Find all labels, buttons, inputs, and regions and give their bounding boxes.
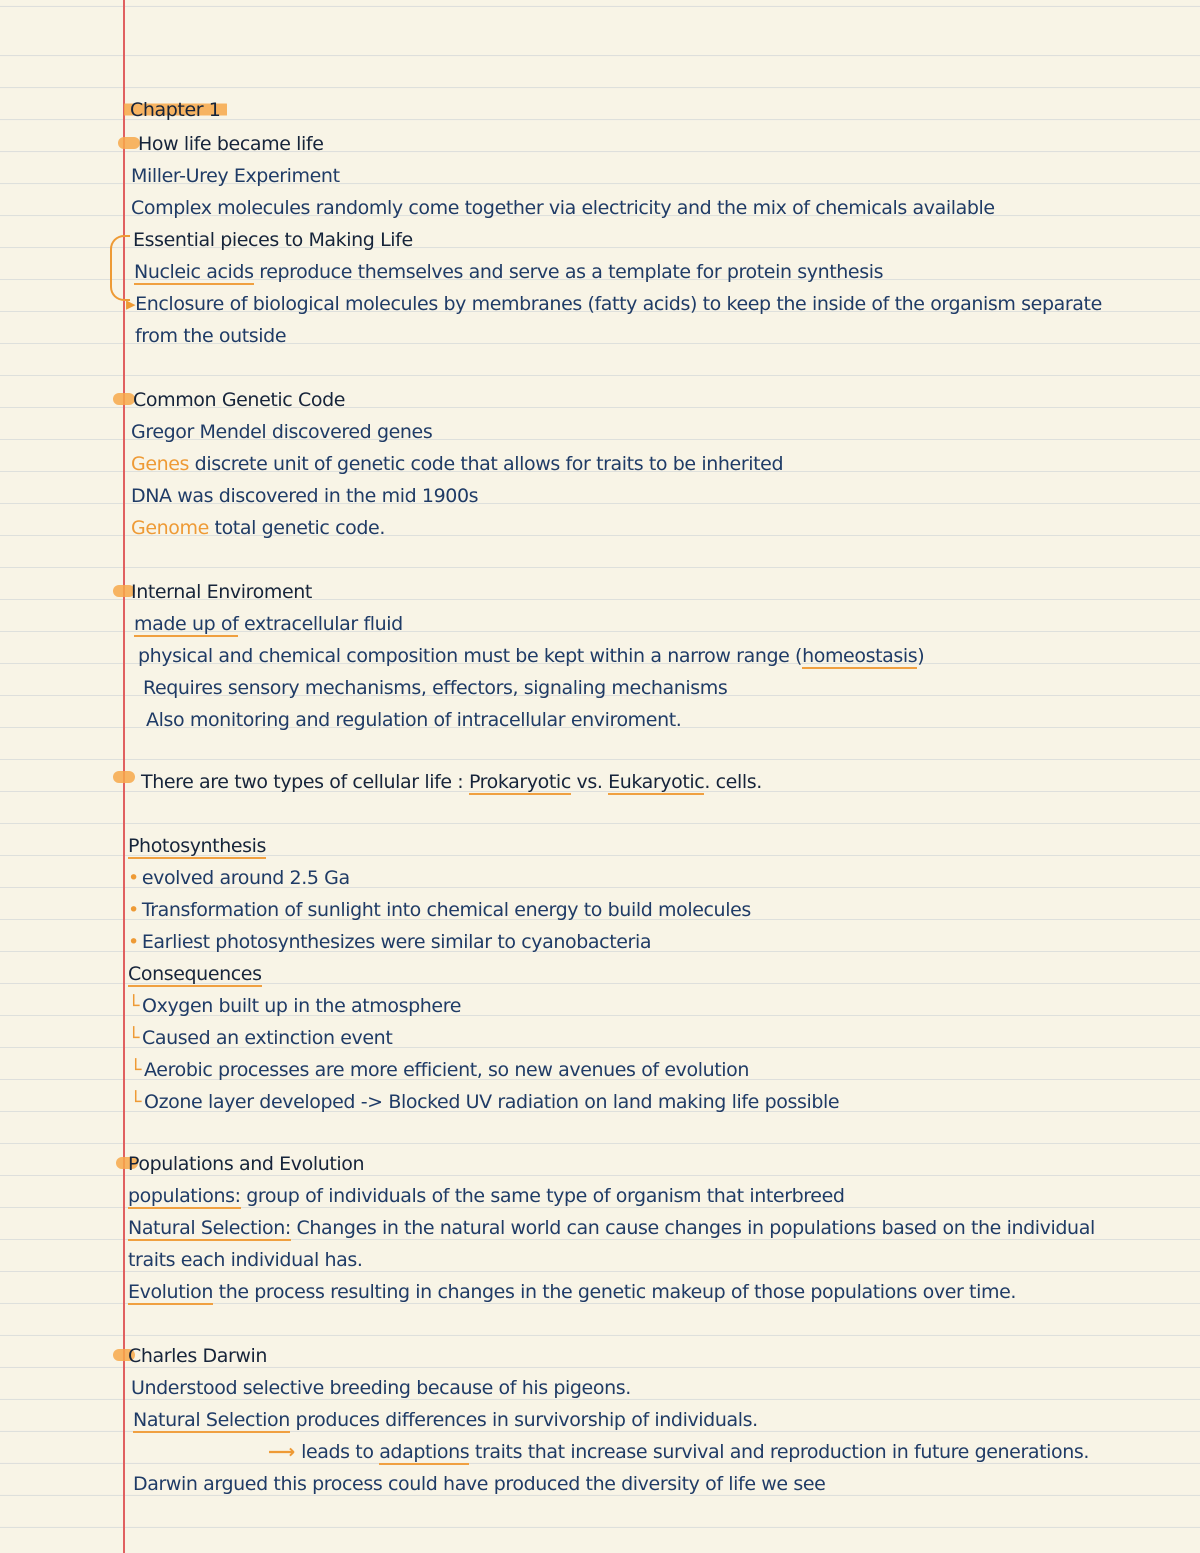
note-line: made up of extracellular fluid [134,613,403,635]
note-line: ⟶ leads to adaptions traits that increase survival and reproduction in future generations. [268,1441,1090,1463]
term-genome: Genome [131,517,209,539]
heading-photosynthesis: Photosynthesis [128,835,267,857]
note-line: traits each individual has. [128,1249,363,1271]
list-item: └ Oxygen built up in the atmosphere [128,995,461,1017]
list-item: └ Ozone layer developed -> Blocked UV radiation on land making life possible [130,1091,840,1113]
term-prokaryotic: Prokaryotic [468,771,571,793]
term-made-up-of: made up of [134,613,239,635]
subheading-how-life: How life became life [138,133,324,155]
corner-arrow-icon: └ [128,1027,140,1049]
highlight-bullet-icon [113,771,135,783]
term-nucleic-acids: Nucleic acids [134,261,254,283]
highlight-bullet-icon [113,393,135,405]
subheading-consequences: Consequences [128,963,262,985]
note-line: Miller-Urey Experiment [131,165,340,187]
right-arrow-icon: ⟶ [268,1441,302,1463]
note-line: Gregor Mendel discovered genes [131,421,433,443]
note-cell-types: There are two types of cellular life : Prokaryotic vs. Eukaryotic. cells. [141,771,762,793]
note-line: Also monitoring and regulation of intracellular enviroment. [146,709,682,731]
list-item: • Earliest photosynthesizes were similar to cyanobacteria [128,931,652,953]
note-line: Genome total genetic code. [131,517,385,539]
note-line: Nucleic acids reproduce themselves and serve as a template for protein synthesis [134,261,884,283]
list-item: └ Aerobic processes are more efficient, so new avenues of evolution [130,1059,750,1081]
term-adaptions: adaptions [379,1441,470,1463]
corner-arrow-icon: └ [130,1091,142,1113]
term-populations: populations: [128,1185,241,1207]
arrow-icon: ▸ [126,293,136,315]
corner-arrow-icon: └ [130,1059,142,1081]
term-genes: Genes [131,453,190,475]
list-item: • evolved around 2.5 Ga [128,867,350,889]
note-line: Evolution the process resulting in changes in the genetic makeup of those populations over time. [128,1281,1017,1303]
term-evolution: Evolution [128,1281,213,1303]
chapter-title: Chapter 1 [124,97,227,123]
heading-genetic-code: Common Genetic Code [133,389,346,411]
note-line: Natural Selection produces differences in survivorship of individuals. [133,1409,758,1431]
highlight-bullet-icon [118,137,140,149]
note-line: Complex molecules randomly come together via electricity and the mix of chemicals available [131,197,995,219]
term-eukaryotic: Eukaryotic [608,771,705,793]
note-line: Requires sensory mechanisms, effectors, signaling mechanisms [143,677,728,699]
heading-populations-evolution: Populations and Evolution [128,1153,365,1175]
note-line: Understood selective breeding because of his pigeons. [131,1377,631,1399]
list-item: • Transformation of sunlight into chemical energy to build molecules [128,899,751,921]
heading-charles-darwin: Charles Darwin [128,1345,268,1367]
term-homeostasis: homeostasis [802,645,918,667]
list-item: └ Caused an extinction event [128,1027,393,1049]
note-line: physical and chemical composition must be kept within a narrow range (homeostasis) [138,645,925,667]
note-line: Natural Selection: Changes in the natural world can cause changes in populations based on the individual [128,1217,1095,1239]
term-natural-selection: Natural Selection [133,1409,290,1431]
note-line: Genes discrete unit of genetic code that allows for traits to be inherited [131,453,784,475]
bullet-icon: • [128,899,139,921]
note-line: from the outside [135,325,287,347]
subheading-essential: Essential pieces to Making Life [133,229,413,251]
note-line: Darwin argued this process could have produced the diversity of life we see [133,1473,826,1495]
bullet-icon: • [128,931,139,953]
note-line: DNA was discovered in the mid 1900s [131,485,479,507]
bullet-icon: • [128,867,139,889]
note-line: populations: group of individuals of the same type of organism that interbreed [128,1185,845,1207]
note-line: ▸Enclosure of biological molecules by membranes (fatty acids) to keep the inside of the organism separate [126,293,1102,315]
corner-arrow-icon: └ [128,995,140,1017]
term-natural-selection: Natural Selection: [128,1217,291,1239]
heading-internal-environment: Internal Enviroment [131,581,312,603]
